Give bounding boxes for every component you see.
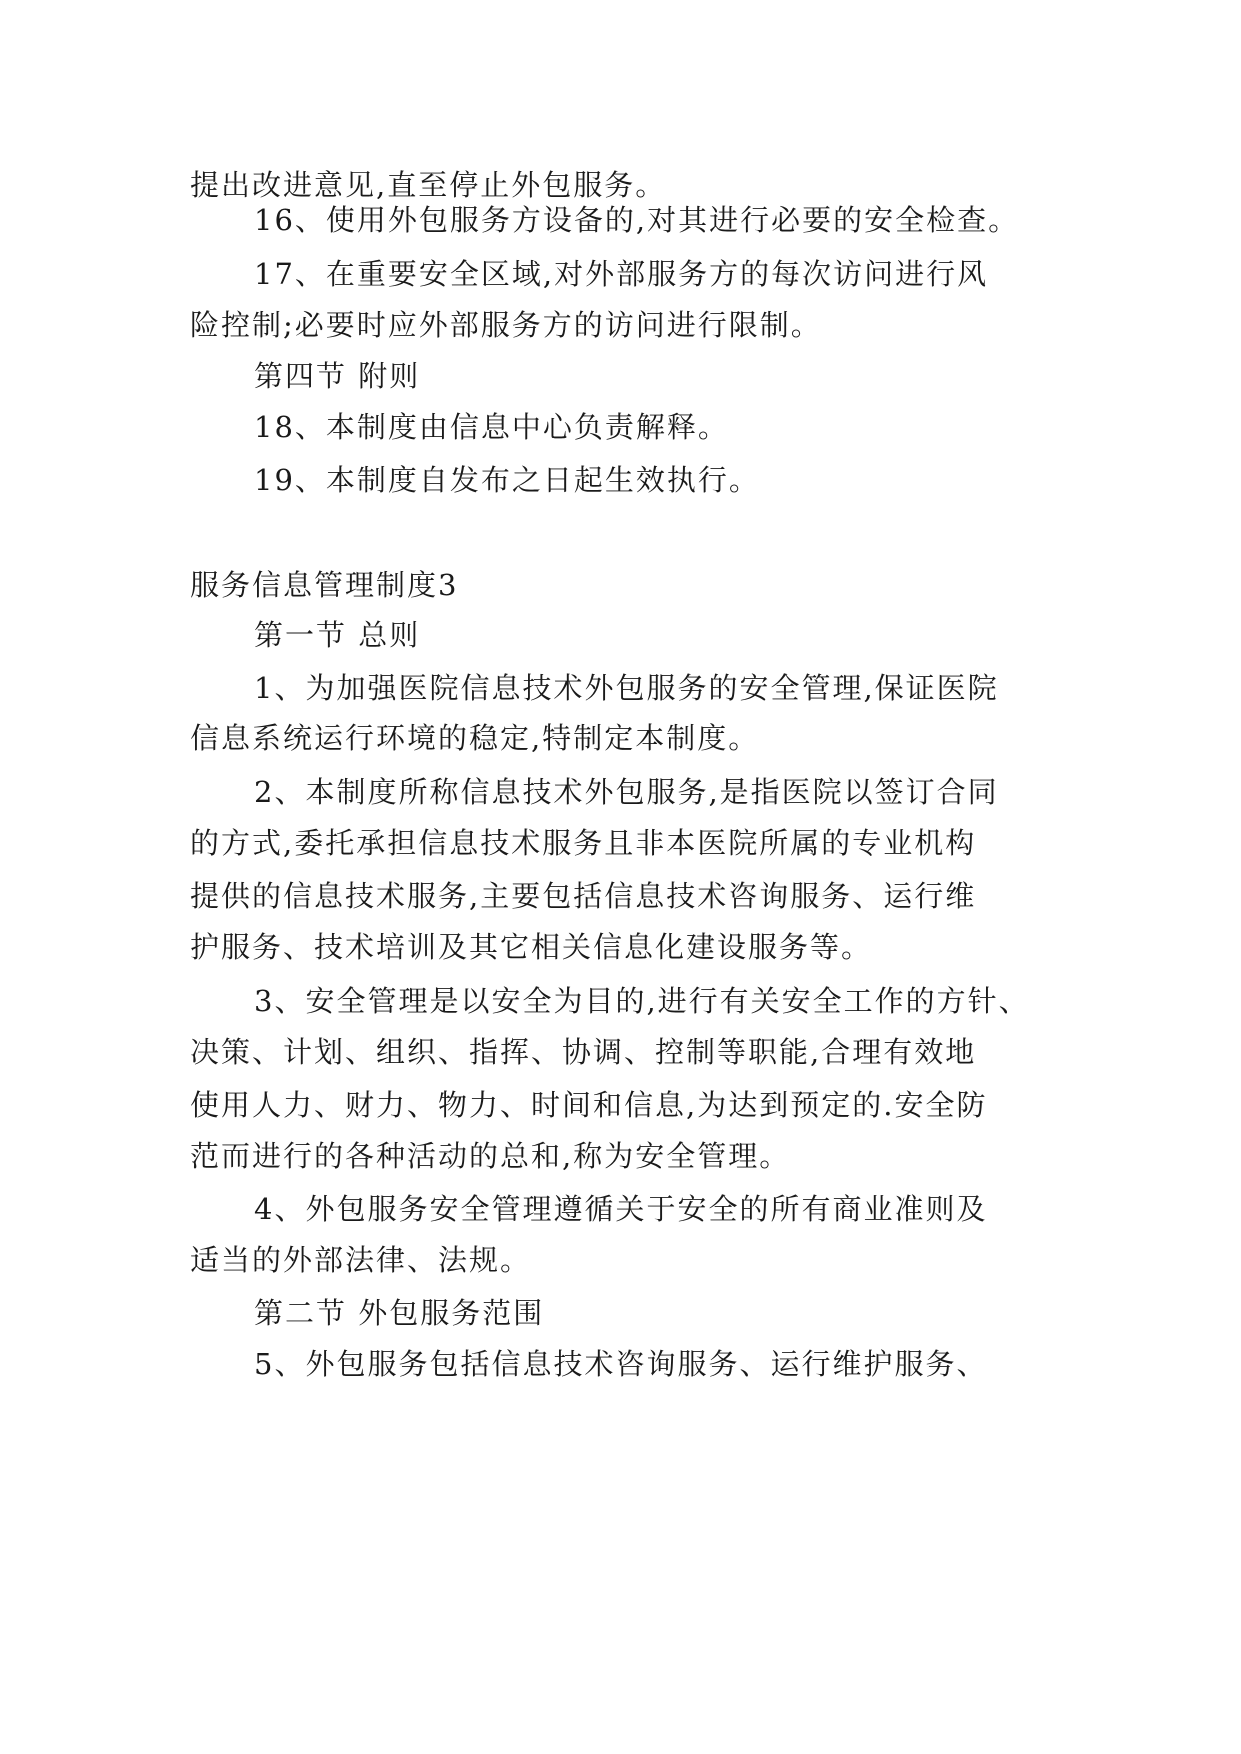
clause-2: 2、本制度所称信息技术外包服务,是指医院以签订合同: [254, 775, 999, 809]
paragraph-line: 范而进行的各种活动的总和,称为安全管理。: [190, 1139, 791, 1173]
paragraph-line: 适当的外部法律、法规。: [190, 1243, 532, 1277]
clause-18: 18、本制度由信息中心负责解释。: [254, 410, 729, 444]
paragraph-line: 护服务、技术培训及其它相关信息化建设服务等。: [190, 930, 873, 964]
paragraph-line: 提供的信息技术服务,主要包括信息技术咨询服务、运行维: [190, 879, 977, 913]
clause-17: 17、在重要安全区域,对外部服务方的每次访问进行风: [254, 257, 989, 291]
section-heading: 第四节 附则: [254, 359, 421, 393]
document-title: 服务信息管理制度3: [190, 568, 459, 602]
paragraph-line: 使用人力、财力、物力、时间和信息,为达到预定的.安全防: [190, 1088, 988, 1122]
clause-1: 1、为加强医院信息技术外包服务的安全管理,保证医院: [254, 671, 999, 705]
section-heading: 第一节 总则: [254, 618, 421, 652]
clause-19: 19、本制度自发布之日起生效执行。: [254, 463, 760, 497]
paragraph-line: 提出改进意见,直至停止外包服务。: [190, 168, 667, 202]
paragraph-line: 的方式,委托承担信息技术服务且非本医院所属的专业机构: [190, 826, 977, 860]
paragraph-line: 信息系统运行环境的稳定,特制定本制度。: [190, 721, 760, 755]
section-heading: 第二节 外包服务范围: [254, 1296, 545, 1330]
clause-4: 4、外包服务安全管理遵循关于安全的所有商业准则及: [254, 1192, 988, 1226]
clause-3: 3、安全管理是以安全为目的,进行有关安全工作的方针、: [254, 984, 1030, 1018]
paragraph-line: 决策、计划、组织、指挥、协调、控制等职能,合理有效地: [190, 1035, 977, 1069]
paragraph-line: 险控制;必要时应外部服务方的访问进行限制。: [190, 308, 822, 342]
clause-16: 16、使用外包服务方设备的,对其进行必要的安全检查。: [254, 203, 1020, 237]
clause-5: 5、外包服务包括信息技术咨询服务、运行维护服务、: [254, 1347, 988, 1381]
